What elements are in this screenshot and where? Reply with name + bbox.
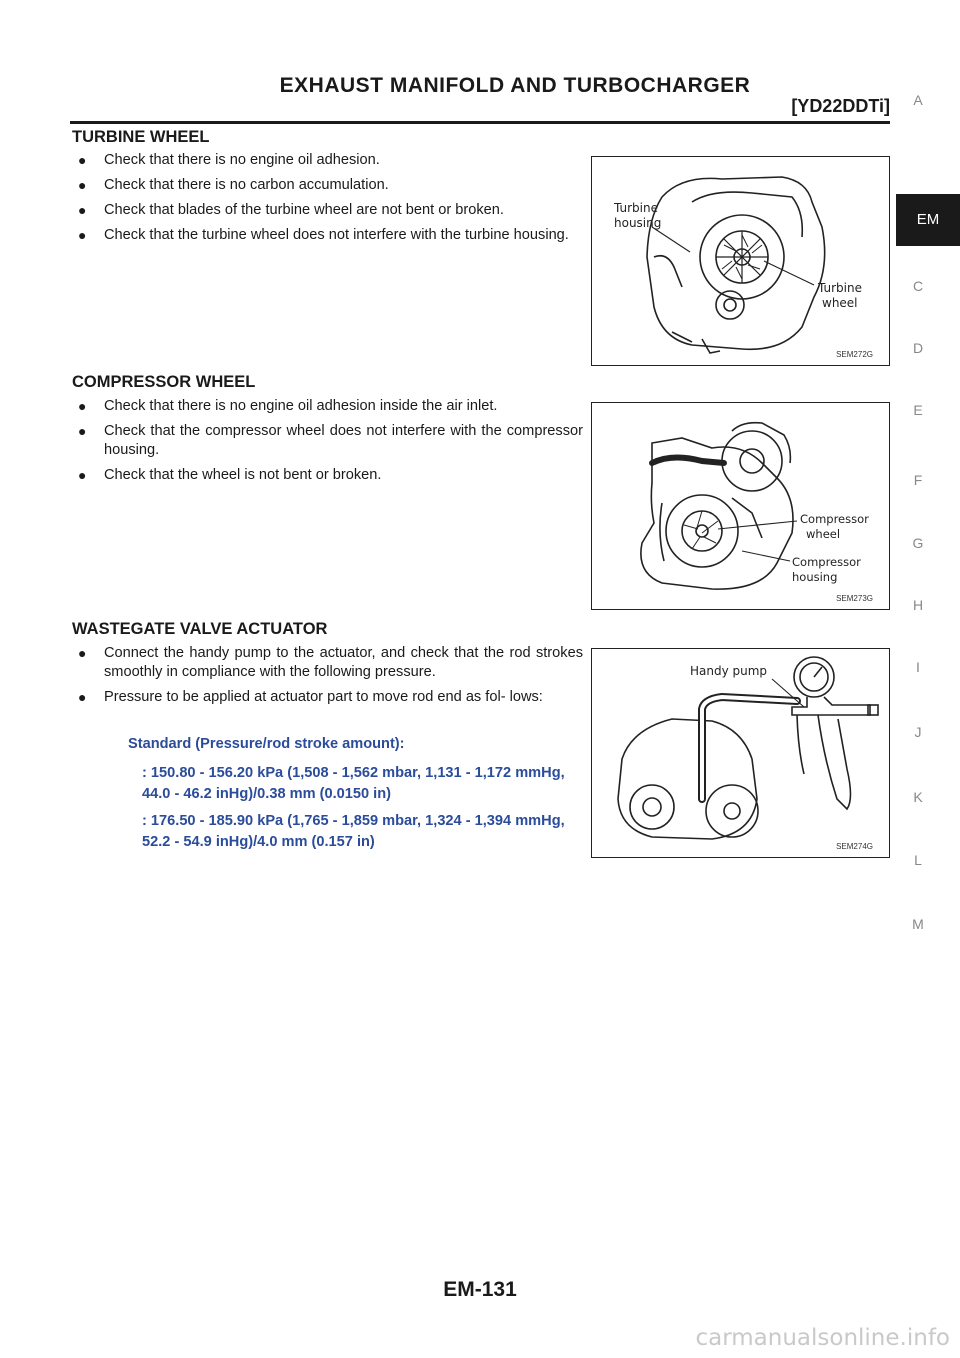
list-item: ● Check that there is no engine oil adhesion inside the air inlet. <box>78 398 498 414</box>
figure-label: Turbine <box>818 281 862 295</box>
header-divider <box>70 121 890 124</box>
page-number: EM-131 <box>443 1278 517 1301</box>
list-item: ● Check that there is no carbon accumulation. <box>78 177 389 193</box>
index-tab[interactable]: I <box>916 659 920 675</box>
bullet-icon: ● <box>78 202 87 218</box>
standard-value: : 150.80 - 156.20 kPa (1,508 - 1,562 mbar, 1,131 - 1,172 mmHg, 44.0 - 46.2 inHg)/0.38 mm (0.0150 in) <box>142 765 565 802</box>
turbocharger-compressor-illustration <box>592 403 889 609</box>
index-tab[interactable]: L <box>914 852 922 868</box>
list-item: ● Check that the compressor wheel does not interfere with the compressor housing. <box>78 423 583 458</box>
index-tab[interactable]: K <box>913 789 923 805</box>
figure-label: Handy pump <box>690 664 768 678</box>
list-item: ● Connect the handy pump to the actuator, and check that the rod strokes smoothly in compliance with the following pressure. <box>78 645 583 680</box>
page-title: EXHAUST MANIFOLD AND TURBOCHARGER <box>279 74 751 97</box>
index-tab[interactable]: J <box>914 724 922 740</box>
bullet-icon: ● <box>78 177 87 193</box>
list-item: ● Check that blades of the turbine wheel are not bent or broken. <box>78 202 504 218</box>
figure-code: SEM272G <box>836 350 873 359</box>
bullet-icon: ● <box>78 689 87 705</box>
turbine-wheel-checklist <box>78 151 583 251</box>
figure-label: housing <box>792 570 838 584</box>
wastegate-checklist <box>78 644 583 713</box>
standard-specification <box>128 734 588 859</box>
list-item: ● Pressure to be applied at actuator part to move rod end as fol- lows: <box>78 689 543 705</box>
figure-code: SEM274G <box>836 842 873 851</box>
index-tab[interactable]: H <box>912 597 924 613</box>
section-heading-wastegate-valve-actuator: WASTEGATE VALVE ACTUATOR <box>72 620 328 638</box>
figure-label: Turbine <box>614 201 658 215</box>
figure-compressor-wheel <box>591 402 890 610</box>
bullet-icon: ● <box>78 645 87 661</box>
index-tab[interactable]: F <box>913 472 923 488</box>
index-tab[interactable]: M <box>912 916 924 932</box>
figure-turbine-wheel <box>591 156 890 366</box>
section-heading-turbine-wheel: TURBINE WHEEL <box>72 128 210 146</box>
figure-label: housing <box>614 216 662 230</box>
figure-handy-pump <box>591 648 890 858</box>
section-heading-compressor-wheel: COMPRESSOR WHEEL <box>72 373 256 391</box>
figure-label: Compressor <box>792 555 861 569</box>
standard-value: : 176.50 - 185.90 kPa (1,765 - 1,859 mbar, 1,324 - 1,394 mmHg, 52.2 - 54.9 inHg)/4.0 mm (0.157 in) <box>142 813 565 850</box>
handy-pump-illustration <box>592 649 889 857</box>
bullet-icon: ● <box>78 467 87 483</box>
list-item: ● Check that the turbine wheel does not interfere with the turbine housing. <box>78 227 569 243</box>
figure-code: SEM273G <box>836 594 873 603</box>
index-tab[interactable]: G <box>912 535 924 551</box>
figure-label: wheel <box>822 296 858 310</box>
bullet-icon: ● <box>78 398 87 414</box>
figure-label: Compressor <box>800 512 869 526</box>
bullet-icon: ● <box>78 227 87 243</box>
bullet-icon: ● <box>78 152 87 168</box>
index-tab[interactable]: E <box>913 402 923 418</box>
index-tab-active-em[interactable]: EM <box>896 194 960 246</box>
standard-label: Standard (Pressure/rod stroke amount): <box>128 736 405 752</box>
bullet-icon: ● <box>78 423 87 439</box>
list-item: ● Check that the wheel is not bent or broken. <box>78 467 382 483</box>
watermark: carmanualsonline.info <box>695 1325 950 1351</box>
compressor-wheel-checklist <box>78 397 583 491</box>
turbocharger-turbine-illustration <box>592 157 889 365</box>
engine-code: [YD22DDTi] <box>791 96 890 116</box>
index-tab[interactable]: D <box>912 340 924 356</box>
index-tab[interactable]: C <box>912 278 924 294</box>
list-item: ● Check that there is no engine oil adhesion. <box>78 152 380 168</box>
index-tab[interactable]: A <box>913 92 923 108</box>
figure-label: wheel <box>806 527 841 541</box>
